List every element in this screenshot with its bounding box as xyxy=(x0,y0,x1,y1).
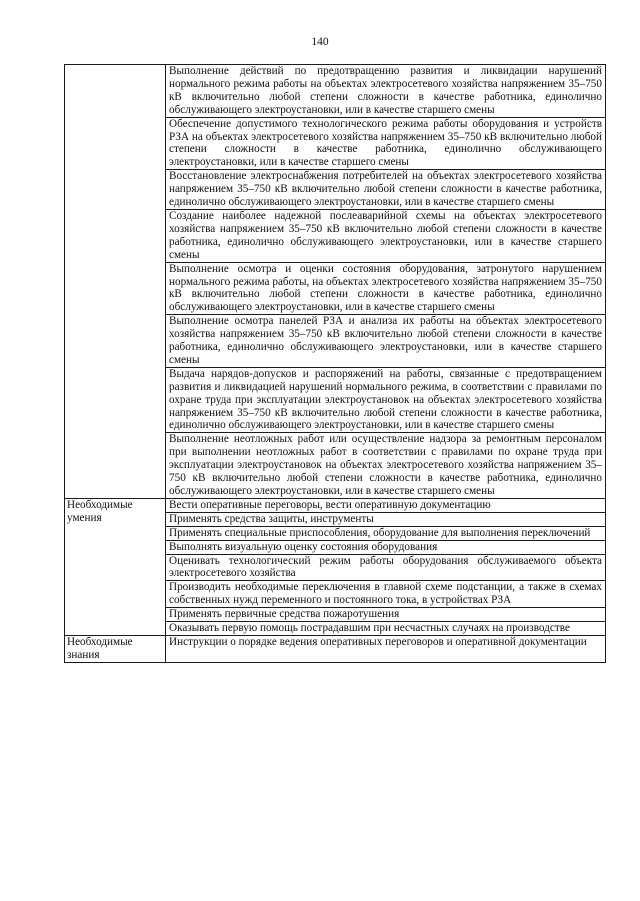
table-cell: Вести оперативные переговоры, вести оперативную документацию xyxy=(166,498,606,512)
table-cell: Выполнение неотложных работ или осуществление надзора за ремонтным персоналом при выполнении неотложных работ в соответствии с правилами по охране труда при эксплуатации электроустановок на объектах электросетевого хозяйства напряжением 35–750 кВ включительно любой степени сложности в качестве работника, единолично обслуживающего электроустановки, или в качестве старшего смены xyxy=(166,433,606,499)
section-label xyxy=(65,65,166,499)
section-label: Необходимые умения xyxy=(65,498,166,635)
table-cell: Оценивать технологический режим работы оборудования обслуживаемого объекта электросетевого хозяйства xyxy=(166,554,606,581)
table-cell: Применять специальные приспособления, оборудование для выполнения переключений xyxy=(166,526,606,540)
table-cell: Выполнение осмотра панелей РЗА и анализа их работы на объектах электросетевого хозяйства напряжением 35–750 кВ включительно любой степени сложности в качестве работника, единолично обслуживающего электроустановки, или в качестве старшего смены xyxy=(166,315,606,368)
table-cell: Выполнять визуальную оценку состояния оборудования xyxy=(166,540,606,554)
table-cell: Выполнение действий по предотвращению развития и ликвидации нарушений нормального режима работы на объектах электросетевого хозяйства напряжением 35–750 кВ включительно любой степени сложности в качестве работника, единолично обслуживающего электроустановки, или в качестве старшего смены xyxy=(166,65,606,118)
table-cell: Обеспечение допустимого технологического режима работы оборудования и устройств РЗА на объектах электросетевого хозяйства напряжением 35–750 кВ включительно любой степени сложности в качестве работника, единолично обслуживающего электроустановки, или в качестве старшего смены xyxy=(166,117,606,170)
table-row xyxy=(65,635,606,662)
table-cell: Инструкции о порядке ведения оперативных переговоров и оперативной документации xyxy=(166,635,606,662)
table-cell: Выполнение осмотра и оценки состояния оборудования, затронутого нарушением нормального режима работы, на объектах электросетевого хозяйства напряжением 35–750 кВ включительно любой степени сложности в качестве работника, единолично обслуживающего электроустановки, или в качестве старшего смены xyxy=(166,262,606,315)
table-cell: Производить необходимые переключения в главной схеме подстанции, а также в схемах собственных нужд переменного и постоянного тока, в устройствах РЗА xyxy=(166,581,606,608)
competency-table xyxy=(64,64,606,663)
page-number: 140 xyxy=(311,36,329,48)
table-cell: Применять первичные средства пожаротушения xyxy=(166,608,606,622)
table-cell: Применять средства защиты, инструменты xyxy=(166,512,606,526)
table-row xyxy=(65,498,606,512)
table-cell: Выдача нарядов-допусков и распоряжений на работы, связанные с предотвращением развития и ликвидацией нарушений нормального режима, в соответствии с правилами по охране труда при эксплуатации электроустановок на объектах электросетевого хозяйства напряжением 35–750 кВ включительно любой степени сложности в качестве работника, единолично обслуживающего электроустановки, или в качестве старшего смены xyxy=(166,367,606,433)
table-cell: Оказывать первую помощь пострадавшим при несчастных случаях на производстве xyxy=(166,622,606,636)
section-label: Необходимые знания xyxy=(65,635,166,662)
table-cell: Создание наиболее надежной послеаварийной схемы на объектах электросетевого хозяйства напряжением 35–750 кВ включительно любой степени сложности в качестве работника, единолично обслуживающего электроустановки, или в качестве старшего смены xyxy=(166,209,606,262)
table-cell: Восстановление электроснабжения потребителей на объектах электросетевого хозяйства напряжением 35–750 кВ включительно любой степени сложности в качестве работника, единолично обслуживающего электроустановки, или в качестве старшего смены xyxy=(166,170,606,210)
table-row xyxy=(65,65,606,118)
